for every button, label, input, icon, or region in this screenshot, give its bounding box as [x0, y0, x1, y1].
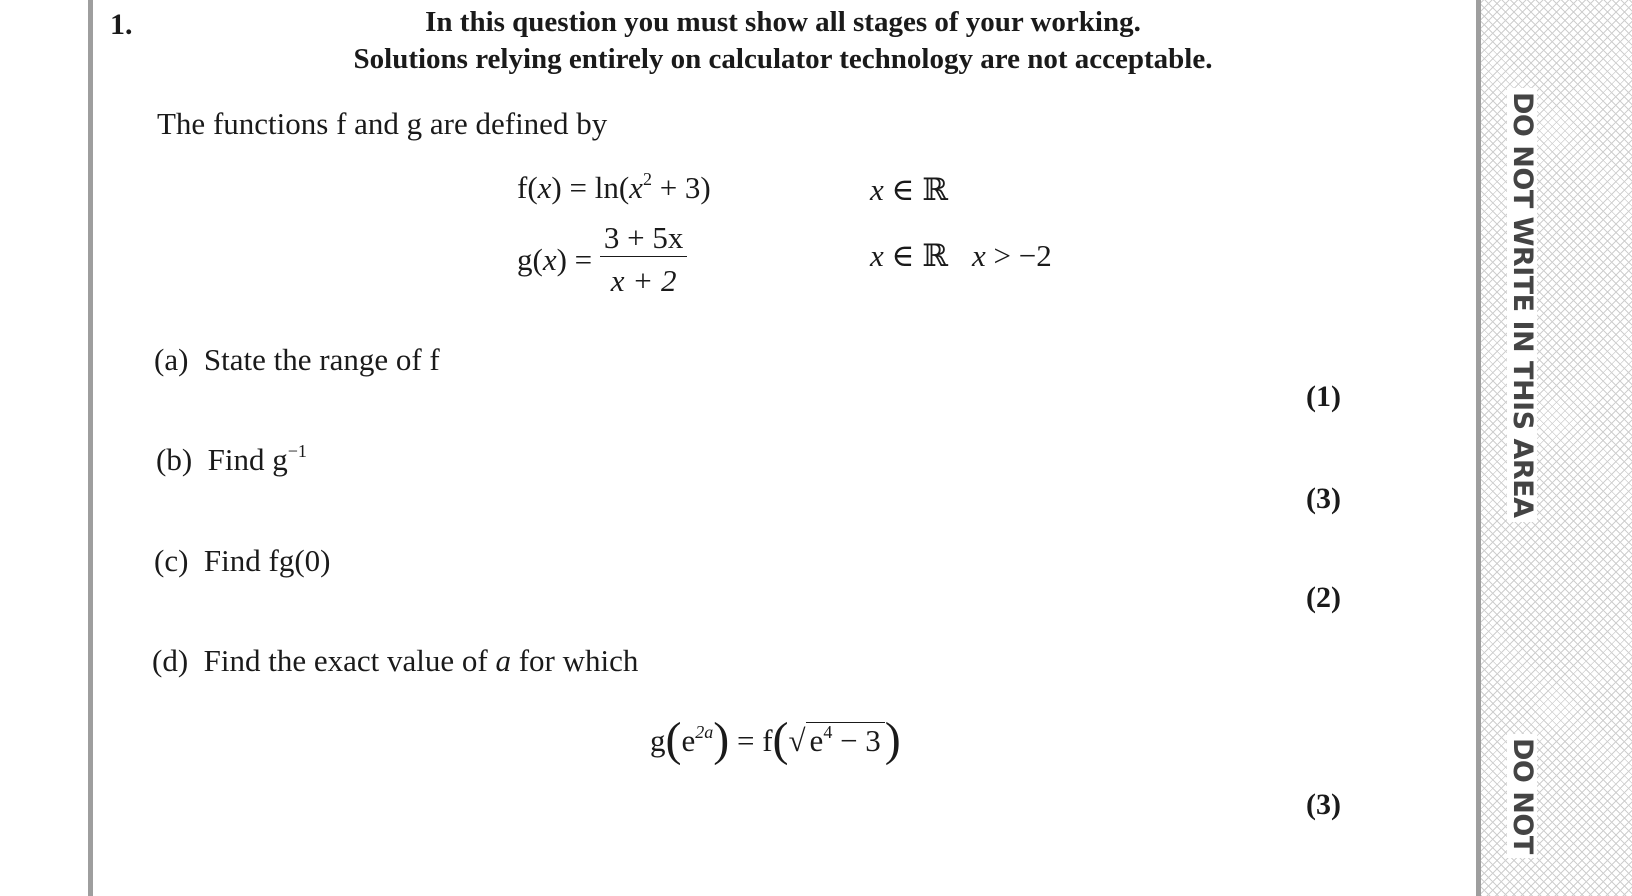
- eq-equals-f: = f: [729, 723, 773, 758]
- g-numerator: 3 + 5x: [603, 220, 684, 255]
- part-a-text: State the range of f: [203, 342, 440, 377]
- part-a-marks: (1): [1306, 380, 1341, 413]
- left-border: [88, 0, 93, 896]
- g-var: x: [542, 241, 557, 277]
- part-b-marks: (3): [1306, 482, 1341, 515]
- margin-warning-partial: DO NOT: [1507, 734, 1537, 858]
- g-domain: [870, 238, 1052, 274]
- part-d-marks: (3): [1306, 788, 1341, 821]
- margin-hatch: [1481, 0, 1632, 896]
- eq-paren-close-2: ): [884, 713, 901, 766]
- f-var: x: [537, 170, 552, 205]
- part-d-label: (d): [152, 643, 189, 678]
- eq-paren-open-2: (: [772, 713, 789, 766]
- part-d-text: Find the exact value of: [203, 643, 496, 678]
- f-domain: [870, 172, 948, 208]
- eq-exponent: 2a: [695, 722, 714, 742]
- instruction-line-1: In this question you must show all stages of your working.: [425, 6, 1141, 38]
- f-tail: + 3): [651, 170, 711, 205]
- question-number: 1.: [110, 8, 133, 41]
- g-lhs: g(: [517, 241, 543, 277]
- g-domain-var: x: [870, 238, 884, 273]
- part-c-label: (c): [154, 543, 189, 578]
- g-cond-var: x: [971, 238, 986, 273]
- part-b: [156, 442, 307, 478]
- g-cond: > −2: [985, 238, 1052, 273]
- part-d-var: a: [495, 643, 511, 678]
- eq-root-tail: − 3: [832, 723, 881, 758]
- intro-text: The functions f and g are defined by: [157, 106, 608, 141]
- eq-g: g: [650, 723, 666, 758]
- f-domain-set: ∈ ℝ: [883, 172, 948, 207]
- eq-root-exponent: 4: [823, 722, 833, 742]
- g-denominator: x + 2: [600, 256, 687, 299]
- sqrt-body: [806, 722, 885, 759]
- part-c: [154, 543, 330, 579]
- g-fraction: [600, 220, 687, 299]
- part-b-text: Find g: [207, 442, 288, 477]
- f-var2: x: [629, 170, 643, 205]
- g-definition: [517, 220, 687, 299]
- eq-paren-close-1: ): [713, 713, 730, 766]
- part-a: [154, 342, 440, 378]
- sqrt-sign: √: [788, 723, 806, 758]
- g-domain-set: ∈ ℝ: [883, 238, 948, 273]
- f-exponent: 2: [642, 169, 652, 189]
- eq-paren-open-1: (: [665, 713, 682, 766]
- part-c-text: Find fg(0): [203, 543, 331, 578]
- equation-d: [650, 708, 901, 766]
- part-c-marks: (2): [1306, 581, 1341, 614]
- g-eq: ) =: [556, 241, 593, 277]
- part-a-label: (a): [154, 342, 189, 377]
- f-lhs: f(: [517, 170, 538, 205]
- part-b-sup: −1: [287, 441, 307, 461]
- margin-warning: DO NOT WRITE IN THIS AREA: [1507, 88, 1537, 522]
- part-d: [152, 643, 638, 679]
- part-b-label: (b): [156, 442, 193, 477]
- f-definition: [517, 170, 711, 206]
- part-d-tail: for which: [510, 643, 639, 678]
- instruction-line-2: Solutions relying entirely on calculator technology are not acceptable.: [353, 43, 1213, 75]
- eq-e: e: [681, 723, 696, 758]
- f-domain-var: x: [870, 172, 884, 207]
- f-mid: ) = ln(: [551, 170, 630, 205]
- eq-root-e: e: [809, 723, 824, 758]
